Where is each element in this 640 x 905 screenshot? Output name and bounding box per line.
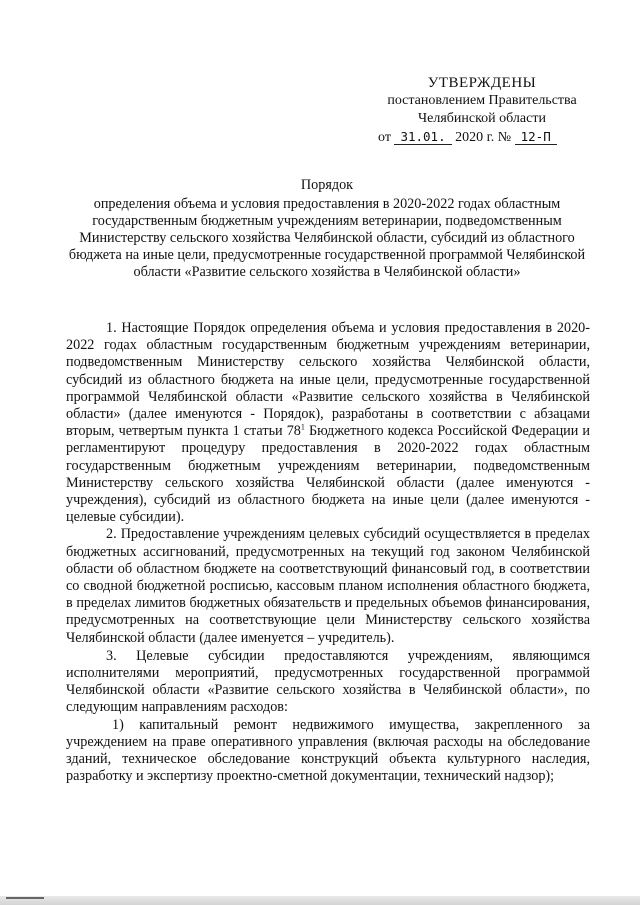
scan-artifact [6,897,44,899]
approval-block [372,74,592,147]
paragraph-3: 3. Целевые субсидии предоставляются учреждениям, являющимся исполнителями мероприятий, предусмотренных государственной программой Челябинской области «Развитие сельского хозяйства в Челябинской области», по следующим направлениям расходов: [66,647,590,716]
paragraph-1-text-b: Бюджетного кодекса Российской Федерации и регламентируют процедуру предоставления в 2020-2022 годах областным государственным бюджетным учреждениям ветеринарии, подведомственным Министерству сельского хозяйства Челябинской области (далее именуются - учреждения), субсидий из областного бюджета на иные цели (далее именуются - целевые субсидии). [66,423,590,526]
approval-number: 12-П [515,129,557,145]
year-label: 2020 г. № [455,130,512,145]
paragraph-4: 1) капитальный ремонт недвижимого имущества, закрепленного за учреждением на праве оперативного управления (включая расходы на обследование зданий, техническое обследование конструкций объекта культурного наследия, разработку и экспертизу проектно-сметной документации, технический надзор); [66,716,590,785]
document-body [66,320,590,785]
paragraph-1-superscript: 1 [300,422,305,432]
approval-heading: УТВЕРЖДЕНЫ [427,75,537,91]
paragraph-2: 2. Предоставление учреждениям целевых субсидий осуществляется в пределах бюджетных ассигнований, предусмотренных на текущий год законом Челябинской области об областном бюджете на соответствующий финансовый год, в соответствии со сводной бюджетной росписью, кассовым планом исполнения областного бюджета, в пределах лимитов бюджетных обязательств и предельных объемов финансирования, предусмотренных на соответствующие цели Министерству сельского хозяйства Челябинской области (далее именуется – учредитель). [66,526,590,646]
from-label: от [378,130,391,145]
paragraph-1 [66,320,590,526]
document-title [62,177,592,281]
approval-date: 31.01. [394,129,451,145]
approval-line-1: постановлением Правительства [387,93,577,108]
paragraph-1-text-a: 1. Настоящие Порядок определения объема и условия предоставления в 2020-2022 годах областным государственным бюджетным учреждениям ветеринарии, подведомственным Министерству сельского хозяйства Челябинской области, субсидий из областного бюджета на иные цели, предусмотренные государственной программой Челябинской области «Развитие сельского хозяйства в Челябинской области» (далее именуются - Порядок), разработаны в соответствии с абзацами вторым, четвертым пункта 1 статьи 78 [66,320,590,440]
title-subtitle: определения объема и условия предоставления в 2020-2022 годах областным государственным бюджетным учреждениям ветеринарии, подведомственным Министерству сельского хозяйства Челябинской области, субсидий из областного бюджета на иные цели, предусмотренные государственной программой Челябинской области «Развитие сельского хозяйства в Челябинской области» [68,196,586,280]
scan-bottom-edge [0,896,640,905]
approval-date-line [372,128,592,147]
approval-line-2: Челябинской области [418,111,546,126]
title-word: Порядок [300,177,354,193]
